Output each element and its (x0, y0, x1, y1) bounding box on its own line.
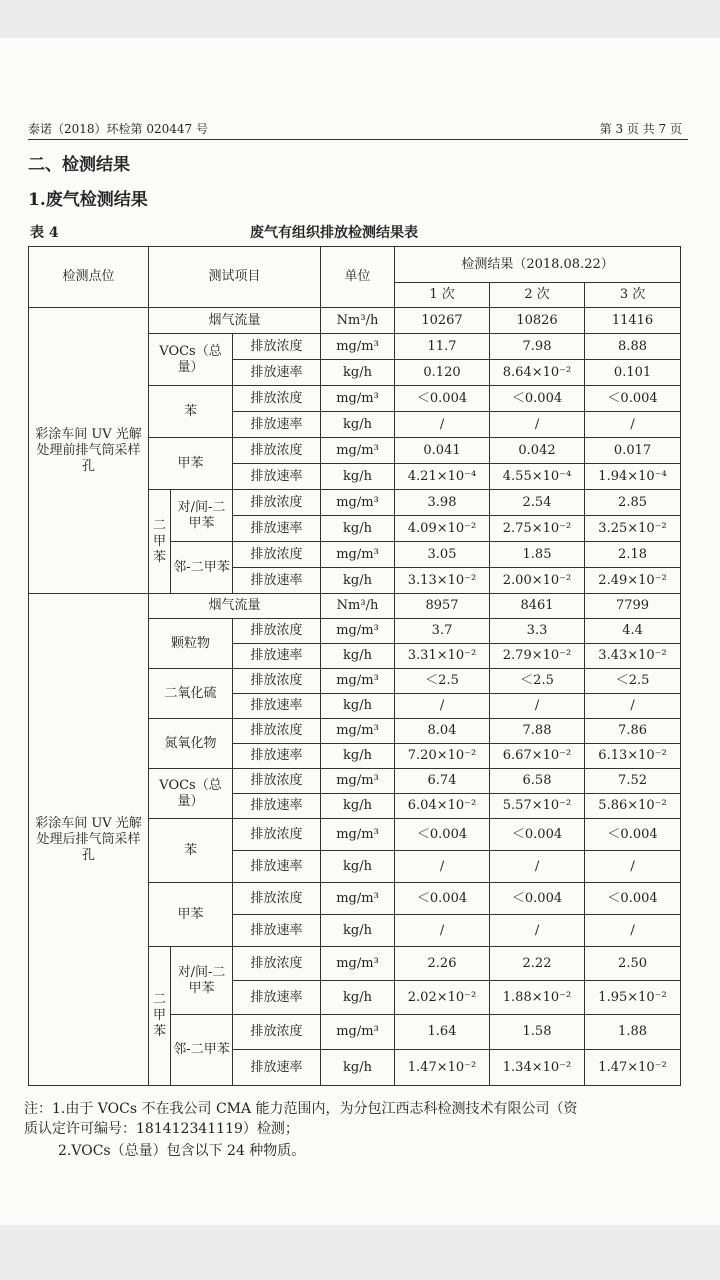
value-cell: 1.88×10⁻² (490, 981, 585, 1015)
value-cell: / (490, 851, 585, 883)
item-particulate: 颗粒物 (149, 619, 233, 669)
value-cell: 7.88 (490, 719, 585, 744)
value-cell: 4.21×10⁻⁴ (395, 464, 490, 490)
value-cell: 2.18 (585, 542, 681, 568)
value-cell: / (585, 694, 681, 719)
unit-cell: mg/m³ (321, 883, 395, 915)
value-cell: 1.88 (585, 1015, 681, 1050)
param-conc: 排放浓度 (233, 819, 321, 851)
param-conc: 排放浓度 (233, 542, 321, 568)
unit-cell: mg/m³ (321, 947, 395, 981)
value-cell: 1.85 (490, 542, 585, 568)
item-xylene (149, 947, 171, 1086)
unit-cell: kg/h (321, 744, 395, 769)
value-cell: ＜0.004 (395, 883, 490, 915)
item-mp-xylene: 对/间-二甲苯 (171, 947, 233, 1015)
unit-cell: kg/h (321, 644, 395, 669)
value-cell: 2.00×10⁻² (490, 568, 585, 594)
param-rate: 排放速率 (233, 915, 321, 947)
unit-cell: kg/h (321, 794, 395, 819)
value-cell: 2.02×10⁻² (395, 981, 490, 1015)
param-conc: 排放浓度 (233, 438, 321, 464)
param-conc: 排放浓度 (233, 669, 321, 694)
report-number: 泰诺（2018）环检第 020447 号 (28, 122, 208, 136)
value-cell: 1.95×10⁻² (585, 981, 681, 1015)
value-cell: / (585, 851, 681, 883)
value-cell: 6.04×10⁻² (395, 794, 490, 819)
table-number: 表 4 (30, 225, 59, 241)
note-line-2: 质认定许可编号：181412341119）检测； (24, 1121, 299, 1137)
value-cell: 6.13×10⁻² (585, 744, 681, 769)
value-cell: 3.43×10⁻² (585, 644, 681, 669)
value-cell: 2.54 (490, 490, 585, 516)
value-cell: 1.47×10⁻² (395, 1050, 490, 1086)
unit-cell: kg/h (321, 360, 395, 386)
param-rate: 排放速率 (233, 464, 321, 490)
value-cell: / (395, 412, 490, 438)
value-cell: 2.75×10⁻² (490, 516, 585, 542)
unit-cell: kg/h (321, 915, 395, 947)
unit-cell: mg/m³ (321, 669, 395, 694)
item-so2: 二氧化硫 (149, 669, 233, 719)
value-cell: 11416 (585, 308, 681, 334)
value-cell: 8.64×10⁻² (490, 360, 585, 386)
param-rate: 排放速率 (233, 516, 321, 542)
param-rate: 排放速率 (233, 744, 321, 769)
unit-cell: mg/m³ (321, 719, 395, 744)
value-cell: 1.58 (490, 1015, 585, 1050)
value-cell: 7.20×10⁻² (395, 744, 490, 769)
param-rate: 排放速率 (233, 981, 321, 1015)
value-cell: 2.26 (395, 947, 490, 981)
param-rate: 排放速率 (233, 568, 321, 594)
item-benzene: 苯 (149, 386, 233, 438)
param-conc: 排放浓度 (233, 947, 321, 981)
unit-cell: kg/h (321, 851, 395, 883)
table-title: 废气有组织排放检测结果表 (250, 225, 418, 241)
item-xylene (149, 490, 171, 594)
item-benzene: 苯 (149, 819, 233, 883)
param-rate: 排放速率 (233, 794, 321, 819)
value-cell: 10826 (490, 308, 585, 334)
results-table (28, 246, 681, 1086)
value-cell: 11.7 (395, 334, 490, 360)
value-cell: 6.67×10⁻² (490, 744, 585, 769)
value-cell: ＜2.5 (585, 669, 681, 694)
value-cell: 7.98 (490, 334, 585, 360)
value-cell: ＜0.004 (395, 386, 490, 412)
param-conc: 排放浓度 (233, 1015, 321, 1050)
value-cell: / (585, 915, 681, 947)
value-cell: 6.74 (395, 769, 490, 794)
value-cell: 2.79×10⁻² (490, 644, 585, 669)
value-cell: 8461 (490, 594, 585, 619)
value-cell: 7799 (585, 594, 681, 619)
value-cell: 3.98 (395, 490, 490, 516)
value-cell: / (395, 851, 490, 883)
unit-cell: mg/m³ (321, 1015, 395, 1050)
value-cell: 8.88 (585, 334, 681, 360)
unit-cell: kg/h (321, 694, 395, 719)
param-conc: 排放浓度 (233, 386, 321, 412)
unit-cell: kg/h (321, 568, 395, 594)
unit-cell: kg/h (321, 1050, 395, 1086)
value-cell: 4.09×10⁻² (395, 516, 490, 542)
item-mp-xylene: 对/间-二甲苯 (171, 490, 233, 542)
value-cell: ＜2.5 (395, 669, 490, 694)
param-conc: 排放浓度 (233, 883, 321, 915)
param-conc: 排放浓度 (233, 719, 321, 744)
value-cell: 0.017 (585, 438, 681, 464)
value-cell: ＜0.004 (585, 819, 681, 851)
value-cell: / (490, 412, 585, 438)
value-cell: 1.47×10⁻² (585, 1050, 681, 1086)
value-cell: / (395, 694, 490, 719)
value-cell: 5.57×10⁻² (490, 794, 585, 819)
param-rate: 排放速率 (233, 412, 321, 438)
value-cell: 4.4 (585, 619, 681, 644)
col-header-unit: 单位 (321, 247, 395, 308)
value-cell: 0.042 (490, 438, 585, 464)
unit-cell: kg/h (321, 981, 395, 1015)
value-cell: 6.58 (490, 769, 585, 794)
header-rule (28, 139, 688, 140)
value-cell: 5.86×10⁻² (585, 794, 681, 819)
item-o-xylene: 邻-二甲苯 (171, 1015, 233, 1086)
item-nox: 氮氧化物 (149, 719, 233, 769)
page-indicator: 第 3 页 共 7 页 (599, 122, 682, 136)
unit-cell: mg/m³ (321, 542, 395, 568)
value-cell: 7.86 (585, 719, 681, 744)
col-header-result: 检测结果（2018.08.22） (395, 247, 681, 283)
value-cell: 2.22 (490, 947, 585, 981)
value-cell: 1.34×10⁻² (490, 1050, 585, 1086)
value-cell: 3.3 (490, 619, 585, 644)
item-toluene: 甲苯 (149, 438, 233, 490)
value-cell: 8.04 (395, 719, 490, 744)
item-xylene-label: 二甲苯 (152, 992, 166, 1039)
value-cell: / (585, 412, 681, 438)
section-title: 二、检测结果 (28, 155, 130, 175)
value-cell: / (490, 694, 585, 719)
param-rate: 排放速率 (233, 644, 321, 669)
value-cell: 0.101 (585, 360, 681, 386)
value-cell: 1.64 (395, 1015, 490, 1050)
param-conc: 排放浓度 (233, 334, 321, 360)
value-cell: ＜0.004 (490, 386, 585, 412)
value-cell: / (395, 915, 490, 947)
value-cell: / (490, 915, 585, 947)
value-cell: 2.85 (585, 490, 681, 516)
unit-cell: mg/m³ (321, 490, 395, 516)
value-cell: ＜0.004 (490, 883, 585, 915)
param-conc: 排放浓度 (233, 619, 321, 644)
unit-cell: mg/m³ (321, 334, 395, 360)
item-flow: 烟气流量 (149, 594, 321, 619)
item-o-xylene: 邻-二甲苯 (171, 542, 233, 594)
value-cell: 3.7 (395, 619, 490, 644)
col-header-item: 测试项目 (149, 247, 321, 308)
value-cell: ＜0.004 (585, 386, 681, 412)
value-cell: 0.120 (395, 360, 490, 386)
param-rate: 排放速率 (233, 360, 321, 386)
value-cell: 0.041 (395, 438, 490, 464)
param-rate: 排放速率 (233, 1050, 321, 1086)
sampling-point-after: 彩涂车间 UV 光解处理后排气筒采样孔 (29, 594, 149, 1086)
value-cell: 3.31×10⁻² (395, 644, 490, 669)
item-vocs: VOCs（总量） (149, 334, 233, 386)
value-cell: ＜0.004 (395, 819, 490, 851)
value-cell: 7.52 (585, 769, 681, 794)
note-line-1: 注：1.由于 VOCs 不在我公司 CMA 能力范围内，为分包江西志科检测技术有限公司（资 (24, 1101, 578, 1117)
sampling-point-before: 彩涂车间 UV 光解处理前排气筒采样孔 (29, 308, 149, 594)
value-cell: 2.50 (585, 947, 681, 981)
value-cell: 8957 (395, 594, 490, 619)
param-conc: 排放浓度 (233, 490, 321, 516)
value-cell: ＜0.004 (490, 819, 585, 851)
note-line-3: 2.VOCs（总量）包含以下 24 种物质。 (58, 1143, 306, 1159)
unit-cell: mg/m³ (321, 438, 395, 464)
value-cell: 2.49×10⁻² (585, 568, 681, 594)
unit-cell: kg/h (321, 516, 395, 542)
unit-cell: mg/m³ (321, 386, 395, 412)
value-cell: 4.55×10⁻⁴ (490, 464, 585, 490)
unit-cell: Nm³/h (321, 594, 395, 619)
param-rate: 排放速率 (233, 694, 321, 719)
unit-cell: mg/m³ (321, 819, 395, 851)
unit-cell: kg/h (321, 412, 395, 438)
value-cell: ＜2.5 (490, 669, 585, 694)
value-cell: 3.25×10⁻² (585, 516, 681, 542)
unit-cell: mg/m³ (321, 619, 395, 644)
item-flow: 烟气流量 (149, 308, 321, 334)
unit-cell: mg/m³ (321, 769, 395, 794)
value-cell: 3.13×10⁻² (395, 568, 490, 594)
item-toluene: 甲苯 (149, 883, 233, 947)
unit-cell: kg/h (321, 464, 395, 490)
value-cell: 1.94×10⁻⁴ (585, 464, 681, 490)
col-header-run-3: 3 次 (585, 283, 681, 308)
value-cell: 10267 (395, 308, 490, 334)
col-header-run-2: 2 次 (490, 283, 585, 308)
item-xylene-label: 二甲苯 (152, 517, 166, 565)
item-vocs: VOCs（总量） (149, 769, 233, 819)
param-rate: 排放速率 (233, 851, 321, 883)
col-header-point: 检测点位 (29, 247, 149, 308)
param-conc: 排放浓度 (233, 769, 321, 794)
col-header-run-1: 1 次 (395, 283, 490, 308)
value-cell: 3.05 (395, 542, 490, 568)
value-cell: ＜0.004 (585, 883, 681, 915)
subsection-title: 1.废气检测结果 (28, 190, 148, 210)
unit-cell: Nm³/h (321, 308, 395, 334)
